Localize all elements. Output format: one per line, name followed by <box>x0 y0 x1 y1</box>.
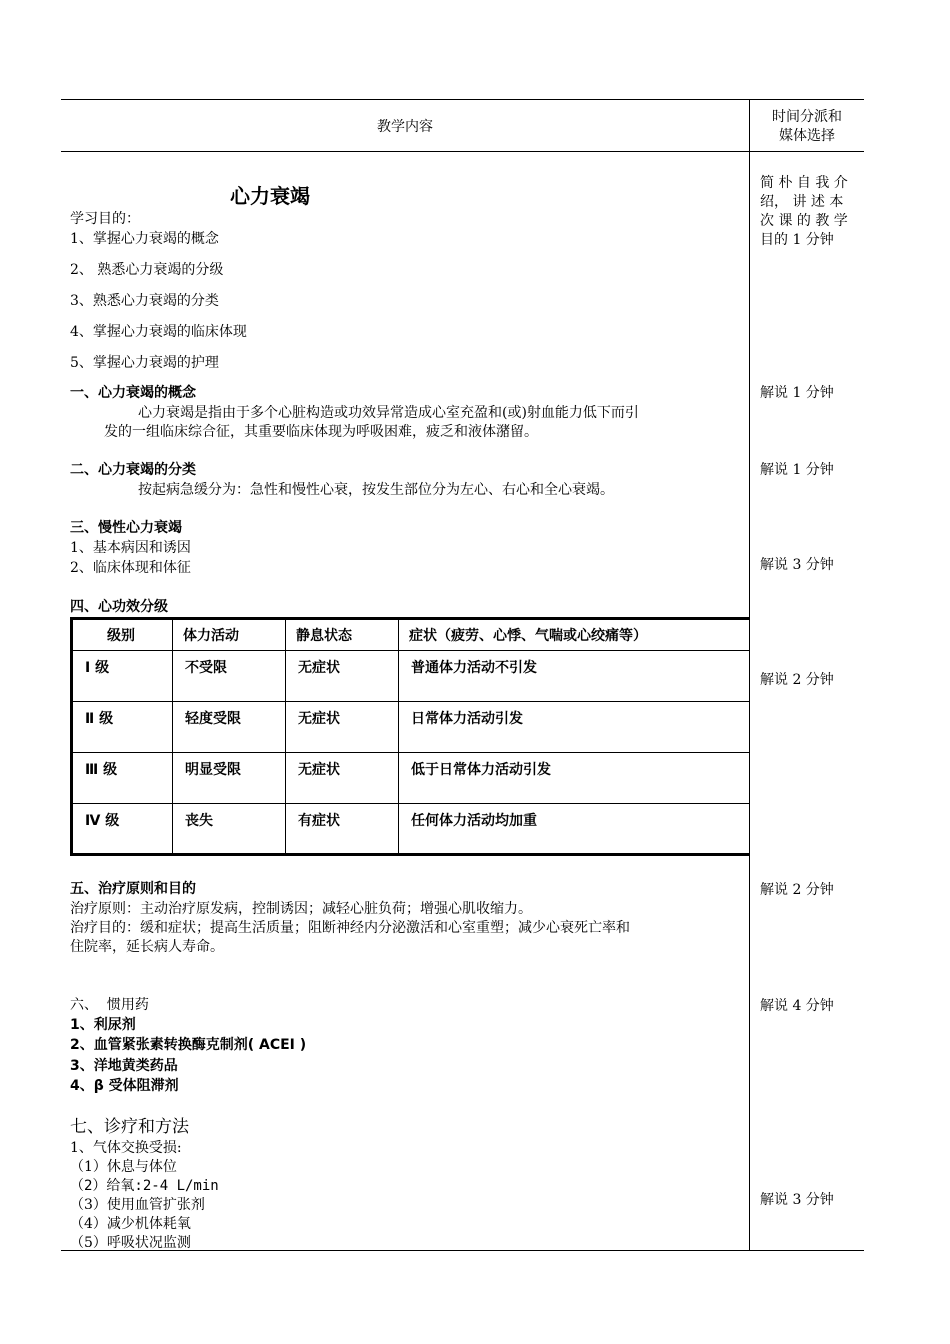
section7-heading: 七、诊疗和方法 <box>70 1117 189 1137</box>
table-cell: Ⅳ 级 <box>72 804 173 855</box>
section3-heading: 三、慢性心力衰竭 <box>70 520 182 536</box>
section2-time-note: 解说 1 分钟 <box>760 462 834 478</box>
table-cell: 无症状 <box>286 702 399 753</box>
intro-note-line: 简 朴 自 我 介 <box>760 175 848 191</box>
section6-item: 3、洋地黄类药品 <box>70 1058 178 1074</box>
table-row <box>72 702 750 753</box>
section4-time-note: 解说 2 分钟 <box>760 672 834 688</box>
section1-text-line1: 心力衰竭是指由于多个心脏构造或功效异常造成心室充盈和(或)射血能力低下而引 <box>138 405 639 421</box>
table-row <box>72 804 750 855</box>
section6-item: 1、利尿剂 <box>70 1017 136 1033</box>
intro-note-line: 次 课 的 教 学 <box>760 213 848 229</box>
table-row <box>72 651 750 702</box>
objectives-heading: 学习目的： <box>70 211 140 227</box>
section3-item: 2、临床体现和体征 <box>70 560 191 576</box>
heart-function-grade-table <box>70 617 750 856</box>
intro-note-line: 绍， 讲 述 本 <box>760 194 844 210</box>
section2-text: 按起病急缓分为：急性和慢性心衰，按发生部位分为左心、右心和全心衰竭。 <box>138 482 614 498</box>
table-cell: 轻度受限 <box>173 702 286 753</box>
header-bottom-border <box>61 151 864 152</box>
section6-heading: 六、 惯用药 <box>70 997 149 1013</box>
table-cell: Ⅱ 级 <box>72 702 173 753</box>
section7-item: （1）休息与体位 <box>70 1159 177 1175</box>
section1-heading: 一、心力衰竭的概念 <box>70 385 196 401</box>
section3-item: 1、基本病因和诱因 <box>70 540 191 556</box>
table-header-row <box>72 619 750 651</box>
table-cell: 明显受限 <box>173 753 286 804</box>
section7-subheading: 1、气体交换受损: <box>70 1140 182 1156</box>
table-cell: 任何体力活动均加重 <box>399 804 750 855</box>
section7-time-note: 解说 3 分钟 <box>760 1192 834 1208</box>
section5-heading: 五、治疗原则和目的 <box>70 881 196 897</box>
intro-note-line: 目的 1 分钟 <box>760 232 834 248</box>
objective-item: 4、掌握心力衰竭的临床体现 <box>70 324 247 340</box>
objective-item: 1、掌握心力衰竭的概念 <box>70 231 219 247</box>
table-cell: Ⅰ 级 <box>72 651 173 702</box>
objective-item: 5、掌握心力衰竭的护理 <box>70 355 219 371</box>
section6-item: 2、血管紧张素转换酶克制剂( ACEI ) <box>70 1037 307 1053</box>
section5-text-line3: 住院率，延长病人寿命。 <box>70 939 224 955</box>
table-header-cell: 体力活动 <box>173 619 286 651</box>
section7-item: （4）减少机体耗氧 <box>70 1216 191 1232</box>
table-cell: 普通体力活动不引发 <box>399 651 750 702</box>
section7-item: （3）使用血管扩张剂 <box>70 1197 205 1213</box>
section7-item: （5）呼吸状况监测 <box>70 1235 191 1251</box>
table-header-cell: 症状（疲劳、心悸、气喘或心绞痛等） <box>399 619 750 651</box>
table-cell: 低于日常体力活动引发 <box>399 753 750 804</box>
section1-time-note: 解说 1 分钟 <box>760 385 834 401</box>
table-cell: 有症状 <box>286 804 399 855</box>
section6-time-note: 解说 4 分钟 <box>760 998 834 1014</box>
section5-text-line2: 治疗目的：缓和症状；提高生活质量；阻断神经内分泌激活和心室重塑；减少心衰死亡率和 <box>70 920 630 936</box>
table-cell: 无症状 <box>286 753 399 804</box>
section4-heading: 四、心功效分级 <box>70 599 168 615</box>
table-cell: 丧失 <box>173 804 286 855</box>
table-top-border <box>61 99 864 100</box>
section2-heading: 二、心力衰竭的分类 <box>70 462 196 478</box>
section7-item: （2）给氧:2-4 L/min <box>70 1178 219 1194</box>
table-header-cell: 级别 <box>72 619 173 651</box>
time-column-header-line1: 时间分派和 <box>772 109 842 125</box>
section5-text-line1: 治疗原则：主动治疗原发病，控制诱因；减轻心脏负荷；增强心肌收缩力。 <box>70 901 532 917</box>
objective-item: 2、 熟悉心力衰竭的分级 <box>70 262 224 278</box>
page-title: 心力衰竭 <box>230 184 310 208</box>
table-cell: 日常体力活动引发 <box>399 702 750 753</box>
objective-item: 3、熟悉心力衰竭的分类 <box>70 293 219 309</box>
table-cell: 不受限 <box>173 651 286 702</box>
table-cell: 无症状 <box>286 651 399 702</box>
section5-time-note: 解说 2 分钟 <box>760 882 834 898</box>
content-column-header: 教学内容 <box>377 119 433 135</box>
section6-item: 4、β 受体阻滞剂 <box>70 1078 179 1094</box>
time-column-header-line2: 媒体选择 <box>779 128 835 144</box>
section1-text-line2: 发的一组临床综合征，其重要临床体现为呼吸困难，疲乏和液体潴留。 <box>104 424 538 440</box>
table-row <box>72 753 750 804</box>
section3-time-note: 解说 3 分钟 <box>760 557 834 573</box>
table-header-cell: 静息状态 <box>286 619 399 651</box>
table-cell: Ⅲ 级 <box>72 753 173 804</box>
